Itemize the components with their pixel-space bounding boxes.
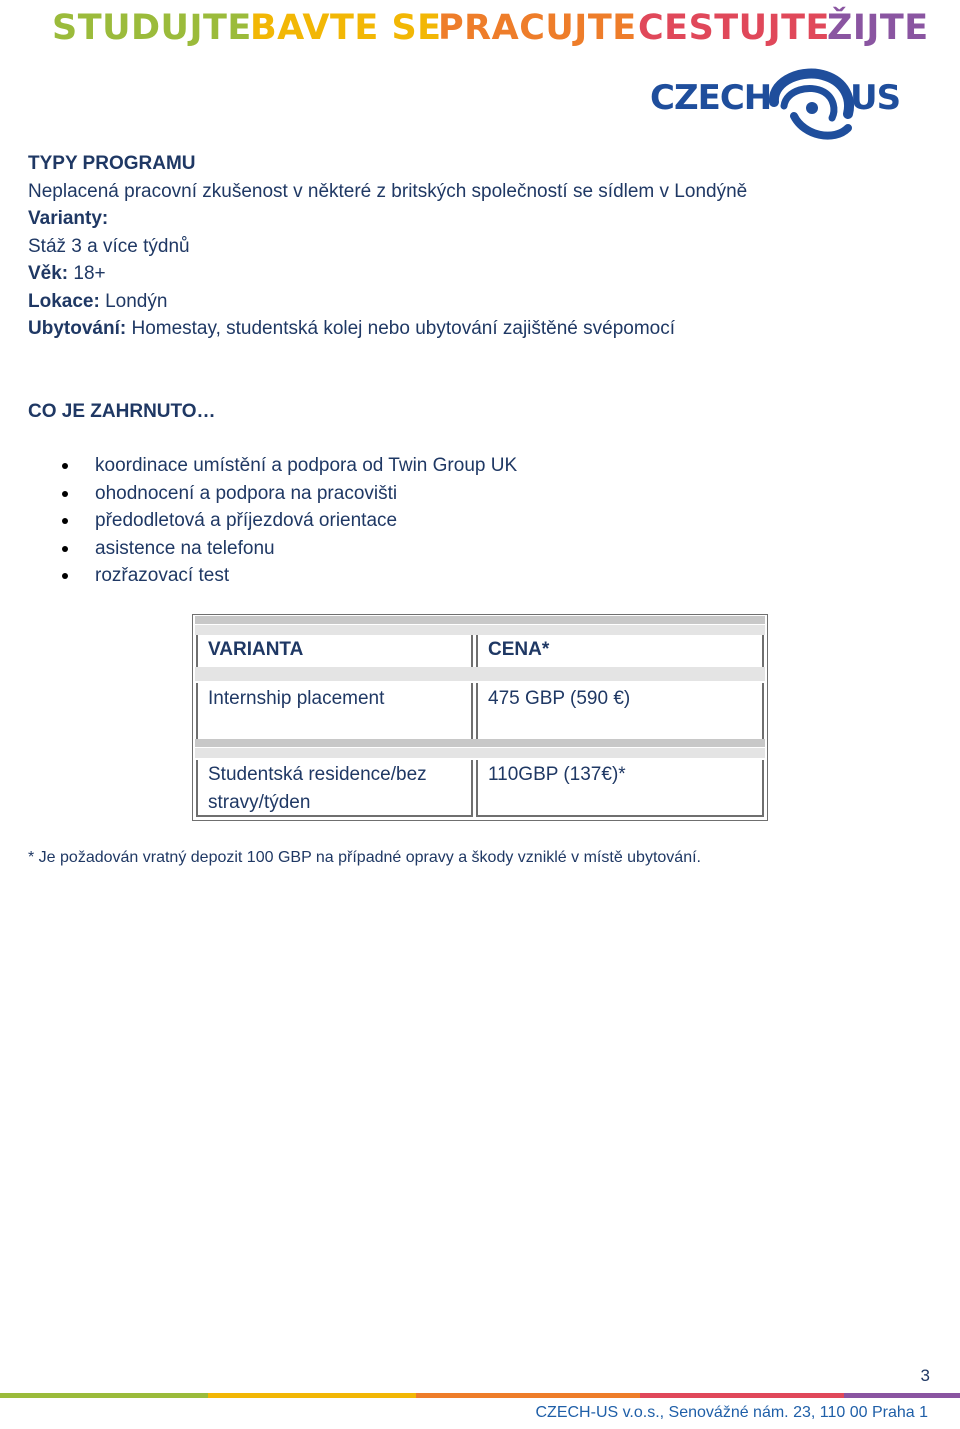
bullet-icon — [62, 491, 68, 497]
program-info — [28, 150, 928, 343]
page-number: 3 — [920, 1366, 930, 1385]
logo-text-us: US — [850, 78, 901, 118]
table-cell-price: 110GBP (137€)* — [488, 764, 626, 785]
grid-line — [762, 635, 764, 667]
slogan-banner — [52, 4, 929, 52]
accommodation-label: Ubytování: — [28, 318, 127, 339]
footer-rule-segment — [640, 1393, 844, 1398]
list-item-text: koordinace umístění a podpora od Twin Group UK — [95, 455, 518, 476]
bullet-icon — [62, 573, 68, 579]
slogan-word-cestujte: CESTUJTE — [638, 8, 830, 48]
location-row — [28, 288, 928, 316]
program-description: Neplacená pracovní zkušenost v některé z britských společností se sídlem v Londýně — [28, 180, 748, 202]
grid-line — [476, 683, 478, 739]
grid-line — [762, 683, 764, 739]
age-label: Věk: — [28, 263, 69, 284]
grid-line — [476, 815, 764, 817]
table-header-price: CENA* — [488, 639, 550, 660]
footer-rule-segment — [416, 1393, 640, 1398]
grid-line — [196, 760, 198, 817]
footer-rule-segment — [0, 1393, 208, 1398]
program-heading: TYPY PROGRAMU — [28, 153, 196, 174]
header-underbar — [195, 667, 765, 681]
logo-swirl-icon — [764, 66, 856, 150]
list-item-text: asistence na telefonu — [95, 537, 275, 559]
slogan-word-bavte-se: BAVTE SE — [250, 8, 442, 48]
bullet-icon — [62, 518, 68, 524]
list-item — [60, 480, 517, 508]
list-item — [60, 535, 517, 563]
table-header-variant: VARIANTA — [208, 639, 304, 660]
grid-line — [196, 683, 198, 739]
row-separator-bar-light — [195, 748, 765, 758]
grid-line — [476, 635, 478, 667]
footer-rule-segment — [844, 1393, 960, 1398]
slogan-word-zijte: ŽIJTE — [827, 8, 929, 48]
grid-line — [196, 635, 198, 667]
age-value: 18+ — [68, 263, 106, 284]
table-cell-price: 475 GBP (590 €) — [488, 688, 631, 709]
list-item-text: předodletová a příjezdová orientace — [95, 510, 398, 531]
accommodation-value: Homestay, studentská kolej nebo ubytování zajištěné svépomocí — [126, 318, 676, 339]
table-cell-variant: Studentská residence/bez stravy/týden — [208, 764, 427, 813]
grid-line — [471, 683, 473, 739]
list-item-text: rozřazovací test — [95, 565, 230, 586]
row-separator-bar — [195, 739, 765, 747]
logo-text-czech: CZECH — [650, 78, 772, 118]
location-value: Londýn — [99, 290, 168, 312]
slogan-word-pracujte: PRACUJTE — [438, 8, 637, 48]
grid-line — [471, 635, 473, 667]
list-item-text: ohodnocení a podpora na pracovišti — [95, 482, 398, 504]
list-item — [60, 507, 517, 535]
included-heading: CO JE ZAHRNUTO… — [28, 401, 216, 422]
grid-line — [762, 760, 764, 817]
variants-label: Varianty: — [28, 208, 109, 229]
table-top-bar — [195, 616, 765, 624]
grid-line — [476, 760, 478, 817]
footer-rule-segment — [208, 1393, 416, 1398]
slogan-word-studujte: STUDUJTE — [52, 8, 252, 48]
pricing-table — [192, 614, 768, 821]
included-list — [60, 452, 517, 590]
accommodation-row — [28, 315, 928, 343]
age-row — [28, 260, 928, 288]
location-label: Lokace: — [28, 290, 100, 312]
deposit-footnote: * Je požadován vratný depozit 100 GBP na případné opravy a škody vzniklé v místě ubytování. — [28, 849, 701, 866]
list-item — [60, 452, 517, 480]
bullet-icon — [62, 546, 68, 552]
grid-line — [471, 760, 473, 817]
variants-value: Stáž 3 a více týdnů — [28, 235, 190, 257]
czech-us-logo — [646, 66, 916, 150]
table-cell-variant: Internship placement — [208, 688, 385, 709]
bullet-icon — [62, 463, 68, 469]
footer-address: CZECH-US v.o.s., Senovážné nám. 23, 110 00 Praha 1 — [535, 1404, 928, 1421]
table-top-bar-light — [195, 625, 765, 635]
list-item — [60, 562, 517, 590]
